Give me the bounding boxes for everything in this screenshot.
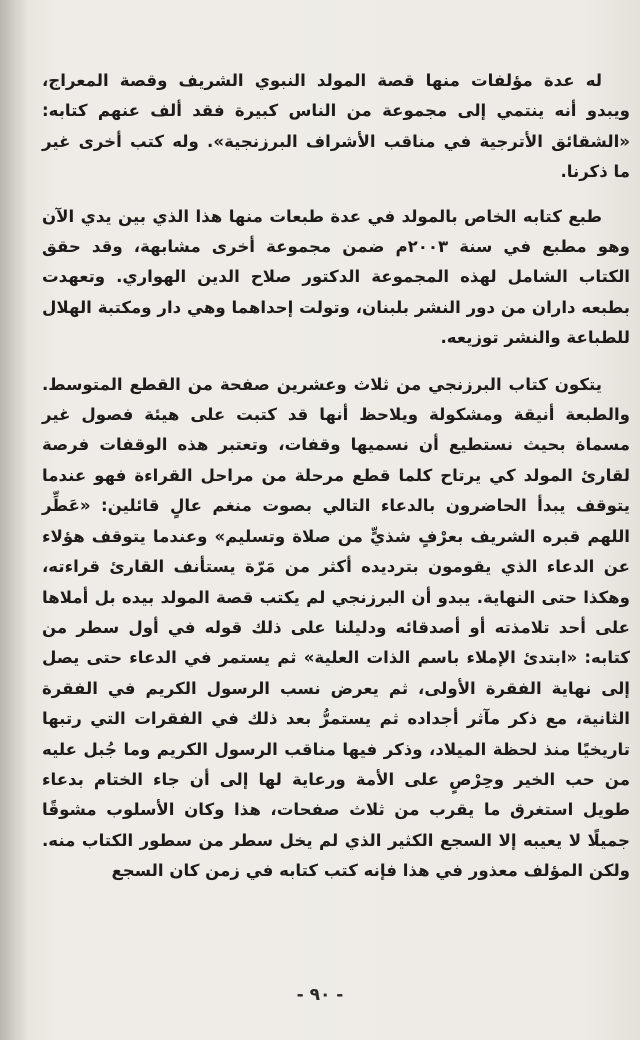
page-number: - ٩٠ - [296,985,344,1005]
page-body-text [42,66,630,901]
book-spine-shadow [0,0,26,1040]
paragraph-2: طبع كتابه الخاص بالمولد في عدة طبعات منها هذا الذي بين يدي الآن وهو مطبع في سنة ٢٠٠٣م ضمن مجموعة أخرى مشابهة، وقد حقق الكتاب الشامل لهذه المجموعة الدكتور صلاح الدين الهواري. وتعهدت بطبعه داران من دور النشر بلبنان، وتولت إحداهما وهي دار ومكتبة الهلال للطباعة والنشر توزيعه. [42,206,630,348]
paragraph-3: يتكون كتاب البرزنجي من ثلاث وعشرين صفحة من القطع المتوسط. والطبعة أنيقة ومشكولة ويلاحظ أنها قد كتبت على هيئة فصول غير مسماة بحيث نستطيع أن نسميها وقفات، وتعتبر هذه الوقفات فرصة لقارئ المولد كي يرتاح كلما قطع مرحلة من مراحل القراءة فهو عندما يتوقف يبدأ الحاضرون بالدعاء التالي بصوت منغم عالٍ قائلين: «عَطِّر اللهم قبره الشريف بعرْفٍ شذيٍّ من صلاة وتسليم» وعندما يتوقف هؤلاء عن الدعاء الذي يقومون بترديده أكثر من مَرّة يستأنف القارئ قراءته، وهكذا حتى النهاية. يبدو أن البرزنجي لم يكتب قصة المولد بيده بل أملاها على أحد تلامذته أو أصدقائه ودليلنا على ذلك قوله في أول سطر من كتابه: «ابتدئ الإملاء باسم الذات العلية» ثم يستمر في الدعاء حتى يصل إلى نهاية الفقرة الأولى، ثم يعرض نسب الرسول الكريم في الفقرة الثانية، مع ذكر مآثر أجداده ثم يستمرُّ بعد ذلك في الفقرات التي رتبها تاريخيًا منذ لحظة الميلاد، وذكر فيها مناقب الرسول الكريم وما جُبل عليه من حب الخير وحِرْصٍ على الأمة ورعاية لها إلى أن جاء الختام بدعاء طويل استغرق ما يقرب من ثلاث صفحات، هذا وكان الأسلوب مشوقًا جميلًا لا يعيبه إلا السجع الكثير الذي لم يخل سطر من سطور الكتاب منه. ولكن المؤلف معذور في هذا فإنه كتب كتابه في زمن كان السجع [42,374,630,881]
paragraph-1: له عدة مؤلفات منها قصة المولد النبوي الشريف وقصة المعراج، ويبدو أنه ينتمي إلى مجموعة من الناس كبيرة فقد ألف عنهم كتابه: «الشقائق الأترجية في مناقب الأشراف البرزنجية». وله كتب أخرى غير ما ذكرنا. [42,71,630,182]
